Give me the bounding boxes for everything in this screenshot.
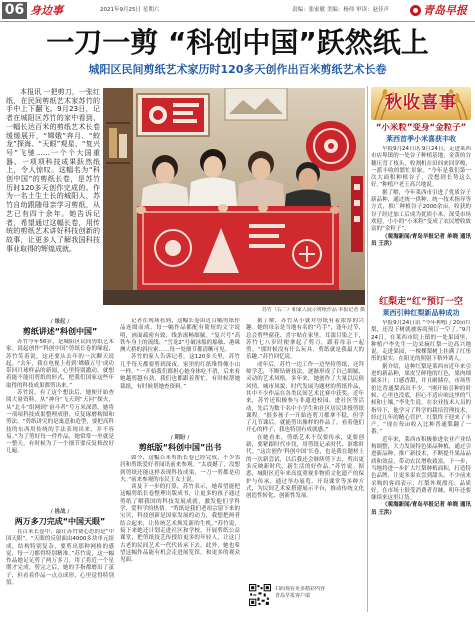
section-tag-hope: / 期盼 / — [170, 435, 190, 441]
qr-caption-line-1: 扫码观看更多精彩内容 — [275, 586, 326, 592]
article-paragraph: 成年后，苏竹一边工作一边坚持剪纸，还拜师学艺，不断钻研技法，逐渐形成了自己细腻、灵动的艺术风格。多年来，她创作了大量以民俗风情、城市风貌、时代发展为题材的剪纸作品，其中不少作品在各类民间艺术比赛中获奖。近年来，苏竹还积极参与非遗进校园、进社区等活动，先后为数千名中小学生和社区居民讲授剪纸课程。“很多孩子一开始连剪刀都拿不稳，但学了几节课后，就能剪出像样的作品了，看着他们开心的样子，我也特别有成就感。” — [246, 361, 364, 434]
article-column-1a — [6, 339, 114, 506]
article-paragraph: 记者在现场看到，这幅长卷由近百幅剪纸作品连缀而成，每一幅作品都配有简短的文字说明，画面疏密有致，线条流畅细腻。“复兴号”高铁车身上的流线、“雪龙2”号破冰船的船舷、港珠澳大桥的斜拉索……每一处细节都清晰可见。 — [120, 318, 240, 354]
article-column-2b — [120, 455, 240, 611]
article-paragraph: 据了解，今年莱西市引进了优质谷子新品种，通过统一供种、统一技术指导等方式，推广种植谷子2000余亩。收获的谷子经过加工后成为优质小米，深受市场欢迎，小小的“小米粒”变成了农民增收致富的“金粒子”。 — [371, 189, 471, 233]
sidebar-story-2-byline: （观海新闻/青岛早报记者 单晓 通讯员 王洪） — [371, 502, 471, 516]
article-paragraph: 据介绍，这种红梨是莱西市近年来引进的新品种，果皮呈鲜艳的红色，果肉细腻多汁，口感香甜，并且耐储存，市场售价比普通梨高出不少。“刚开始引种的时候，心里也没底，担心不适应咱这里的气候和土壤。”李先生说，在农业技术人员的指导下，他学习了科学的栽培管理技术，经过几年的精心管护，红梨终于迎来了丰产。“现在每亩收入比种普通梨翻了一番。” — [371, 363, 471, 436]
harvest-banner-title: 秋收喜事 — [385, 93, 457, 113]
main-headline: 一刀一剪 “科创中国”跃然纸上 — [46, 27, 429, 59]
qr-code-icon — [249, 584, 271, 606]
issue-date: 2021年9月25日 星期六 — [100, 7, 160, 13]
editor-credits: 责编：张家敏 美编：杨伟 审读：赵佳声 — [292, 7, 389, 13]
section-title-origin: 剪纸讲述“科创中国” — [22, 327, 98, 336]
lead-paragraph — [6, 88, 100, 305]
article-paragraph: 近年来，莱西市积极推进农业产业结构调整，大力发展特色果品种植，通过引进新品种、推广新技术，不断提升果品品质和效益，带动农民增收致富。下一步，当地将进一步扩大红梨种植面积，打造特色品牌，让更多果农尝到甜头。不少前来采购的客商表示，红梨外观漂亮、品质好，在市场上很受消费者青睐，明年还要继续来这里订货。 — [371, 436, 471, 502]
article-paragraph: 早报9月24日讯 “今年种植了20亩红梨，还没下树就被客商预订一空了。”9月24日，在莱西市院上镇的一处果园里，种植户李先生一边采摘红梨一边高兴地说。走进果园，一棵棵梨树上挂满了红彤彤的果实，在阳光的照射下格外诱人。 — [371, 320, 471, 363]
page-number: 06 — [2, 2, 27, 19]
article-paragraph: 苏竹今年56岁，是城阳区民间剪纸艺术家。说起创作“科创中国”剪纸长卷的缘起，苏竹笑着说，这还要从去年的一次聊天说起。“去年，我在电视上看到‘嫦娥五号’成功带回月球样品的新闻，心里特别激动，就想着能不能用剪纸的形式，把我们国家这些年取得的科技成果都剪出来。” — [6, 339, 114, 389]
section-name: 身边事 — [30, 4, 63, 17]
section-title-hope: 剪纸版“科创中国”出书 — [138, 443, 222, 452]
article-paragraph: 据了解，苏竹从小就对剪纸有着浓厚的兴趣。她的母亲是当地有名的“巧手”，逢年过节，总会剪些窗花、喜字贴在家里。耳濡目染之下，苏竹七八岁时便拿起了剪刀，跟着母亲一起剪。“那时候没有什么玩具，剪纸就是我最大的乐趣。”苏竹回忆说。 — [246, 318, 364, 361]
sidebar-divider — [367, 86, 368, 612]
masthead-logo — [410, 2, 473, 19]
article-column-2a — [120, 318, 240, 432]
article-paragraph: 如今，这幅百米剪纸长卷已经完成，不少邻居和剪纸爱好者闻讯前来参观。“太震撼了，没想到剪纸还能这样表现科技成果，一刀一剪都是功夫。”前来参观的市民王女士说。 — [120, 455, 240, 483]
masthead-title: 青岛早报 — [423, 4, 467, 17]
qr-caption — [275, 586, 364, 600]
photo-caption: 苏竹（右二）和家人展示剪纸作品 本报记者 摄 — [261, 307, 365, 313]
sidebar-story-1-subtitle: 莱西首季小米喜获丰收 — [386, 135, 456, 143]
main-photo — [103, 88, 365, 305]
main-subheadline: 城阳区民间剪纸艺术家历时120多天创作出百米剪纸艺术长卷 — [88, 63, 387, 76]
article-paragraph: 谈及下一步的打算，苏竹表示，她希望能把这幅剪纸长卷整理出版成书，让更多的孩子通过剪纸了解我国的科技发展成就，激发他们学科学、爱科学的热情。“剪纸是我们老祖宗留下来的宝贝，科技创新是国家发展的动力，我想把两者结合起来，让传统艺术焕发新的生机。”苏竹说，接下来她还计划走进社区和学校，开展剪纸公益课堂，把剪纸技艺传授给更多的年轻人，让这门古老的民间艺术一代代传承下去。此外，她也希望这幅作品能有机会走进展览馆，和更多的观众见面。 — [120, 484, 240, 564]
section-title-challenge: 两万多刀完成“中国天眼” — [14, 517, 106, 526]
article-column-1b — [6, 529, 114, 611]
article-paragraph: 在她看来，剪纸艺术不仅要传承，更要创新，要紧跟时代步伐，用剪纸记录时代、讴歌时代。“这次创作‘科创中国’长卷，也是我在题材上的一次新尝试，以后我还会继续剪下去，剪出更多反映新时代、新生活的好作品。”苏竹说。据悉，城阳区近年来高度重视非物质文化遗产的保护与传承，通过举办展览、开设课堂等多种方式，为民间艺术家搭建展示平台，推动传统文化创造性转化、创新性发展。 — [246, 434, 364, 500]
sidebar-story-1-byline: （观海新闻/青岛早报记者 单晓 通讯员 王洪） — [371, 233, 471, 247]
sidebar-story-2-subtitle: 莱西引种红梨新品种成功 — [382, 309, 460, 317]
sidebar-story-1-title: “小米粒”变身“金粒子” — [375, 123, 467, 133]
sidebar-story-1-body — [371, 146, 471, 294]
article-paragraph: 在百米长卷中，最让苏竹费心思的是“中国天眼”。“天眼的反射面由4000多块单元组成，结构特别复杂，要剪出那种网格的感觉，每一刀都得特别精准。”苏竹说，这一幅作品她足足剪了两万多刀，用了将近一个星期才完成。剪完之后，她的手指都磨出了茧子，但看着作品一点点成形，心里觉得特别值。 — [6, 529, 114, 587]
papercut-family-photo — [103, 88, 365, 305]
header-divider — [0, 21, 475, 22]
section-tag-origin: / 缘起 / — [50, 319, 70, 325]
qr-caption-line-2: 青岛早报客户端 — [275, 593, 311, 599]
section-tag-challenge: / 挑战 / — [50, 509, 70, 515]
article-paragraph: 早报9月24日讯 9月24日，走进莱西市店埠镇的一处谷子种植基地，金黄的谷穗压弯了枝头，收割机在田间来回穿梭，一派丰收的繁忙景象。“今年是我们第一次大面积种植谷子，没想到长势这么好。”种植户老王高兴地说。 — [371, 146, 471, 189]
harvest-banner — [371, 87, 471, 120]
sidebar-story-2-body — [371, 320, 471, 611]
lead-text: 本报讯 一把剪刀，一张红纸，在民间剪纸艺术家苏竹的手中上下翻飞。9月23日，记者在城阳区苏竹的家中看到，一幅长达百米的剪纸艺术长卷缓缓展开，“嫦娥”奔月、“蛟龙”探海、“天眼”观星、“复兴号”飞驰……一个个大国重器、一项项科技成果跃然纸上，令人惊叹。这幅名为“科创中国”的剪纸长卷，是苏竹历时120多天创作完成的。作为一名土生土长的城阳人，苏竹自幼跟随母亲学习剪纸，从艺已有四十余年。她告诉记者，希望通过这幅长卷，用传统的剪纸艺术讲好科技创新的故事，让更多人了解我国科技事业取得的辉煌成就。 — [6, 88, 100, 253]
article-paragraph: 苏竹说，有了这个想法后，她便开始查阅大量资料，从“神舟”飞天到“天问”探火，从“北斗”组网到“奋斗者”号万米深潜，她将一项项科技成果整理成册，反复琢磨构图和剪法。“剪纸讲究的是寓意和造型，要把高科技的东西用传统的手法表现出来，并不容易。”为了剪好每一件作品，她常常一坐就是一整天，有时候为了一个细节要反复修改好几遍。 — [6, 390, 114, 455]
sidebar-story-2-title: 红梨走“红”预订一空 — [379, 297, 463, 307]
article-paragraph: 苏竹的家人告诉记者，这120多天里，苏竹几乎每天都要剪到深夜，家里的红纸堆得像小山一样。“一开始我们都担心她身体吃不消，后来看她越剪越有劲，我们也都跟着帮忙，有时候帮她裁纸，有时候帮她查资料。” — [120, 354, 240, 390]
logo-globe-icon — [410, 5, 421, 16]
article-column-3 — [246, 318, 364, 580]
